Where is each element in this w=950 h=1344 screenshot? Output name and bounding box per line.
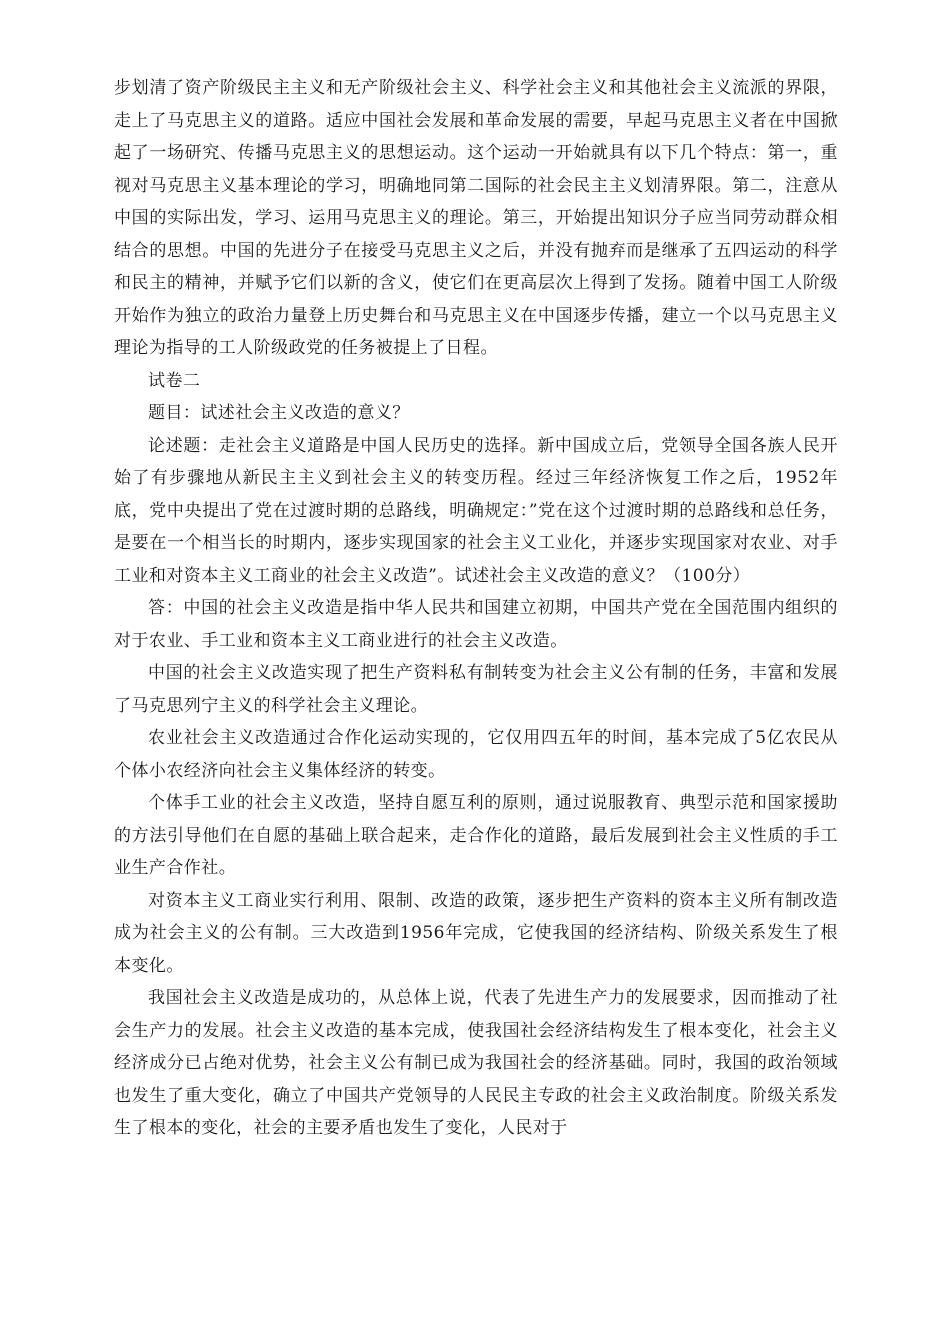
- answer-paragraph: 我国社会主义改造是成功的，从总体上说，代表了先进生产力的发展要求，因而推动了社会生产力的发展。社会主义改造的基本完成，使我国社会经济结构发生了根本变化，社会主义经济成分已占绝对优势，社会主义公有制已成为我国社会的经济基础。同时，我国的政治领域也发生了重大变化，确立了中国共产党领导的人民民主专政的社会主义政治制度。阶级关系发生了根本的变化，社会的主要矛盾也发生了变化，人民对于: [114, 988, 838, 1138]
- essay-prompt: 论述题：走社会主义道路是中国人民历史的选择。新中国成立后，党领导全国各族人民开始了有步骤地从新民主主义到社会主义的转变历程。经过三年经济恢复工作之后，1952年底，党中央提出了党在过渡时期的总路线，明确规定：”党在这个过渡时期的总路线和总任务，是要在一个相当长的时期内，逐步实现国家的社会主义工业化，并逐步实现国家对农业、对手工业和对资本主义工商业的社会主义改造”。试述社会主义改造的意义？（100分）: [114, 435, 838, 586]
- question-title: 题目：试述社会主义改造的意义？: [148, 403, 410, 423]
- answer-paragraph: 对资本主义工商业实行利用、限制、改造的政策，逐步把生产资料的资本主义所有制改造成为社会主义的公有制。三大改造到1956年完成，它使我国的经济结构、阶级关系发生了根本变化。: [114, 890, 838, 976]
- document-page: [114, 72, 838, 1145]
- answer-paragraph: 中国的社会主义改造实现了把生产资料私有制转变为社会主义公有制的任务，丰富和发展了马克思列宁主义的科学社会主义理论。: [114, 663, 838, 716]
- exam-section-title: 试卷二: [148, 370, 201, 391]
- answer-intro: 答：中国的社会主义改造是指中华人民共和国建立初期，中国共产党在全国范围内组织的对于农业、手工业和资本主义工商业进行的社会主义改造。: [114, 598, 838, 651]
- paragraph-continuation: 步划清了资产阶级民主主义和无产阶级社会主义、科学社会主义和其他社会主义流派的界限，走上了马克思主义的道路。适应中国社会发展和革命发展的需要，早起马克思主义者在中国掀起了一场研究、传播马克思主义的思想运动。这个运动一开始就具有以下几个特点：第一，重视对马克思主义基本理论的学习，明确地同第二国际的社会民主主义划清界限。第二，注意从中国的实际出发，学习、运用马克思主义的理论。第三，开始提出知识分子应当同劳动群众相结合的思想。中国的先进分子在接受马克思主义之后，并没有抛弃而是继承了五四运动的科学和民主的精神，并赋予它们以新的含义，使它们在更高层次上得到了发扬。随着中国工人阶级开始作为独立的政治力量登上历史舞台和马克思主义在中国逐步传播，建立一个以马克思主义理论为指导的工人阶级政党的任务被提上了日程。: [114, 78, 838, 358]
- answer-paragraph: 农业社会主义改造通过合作化运动实现的，它仅用四五年的时间，基本完成了5亿农民从个体小农经济向社会主义集体经济的转变。: [114, 728, 838, 781]
- answer-paragraph: 个体手工业的社会主义改造，坚持自愿互利的原则，通过说服教育、典型示范和国家援助的方法引导他们在自愿的基础上联合起来，走合作化的道路，最后发展到社会主义性质的手工业生产合作社。: [114, 793, 838, 878]
